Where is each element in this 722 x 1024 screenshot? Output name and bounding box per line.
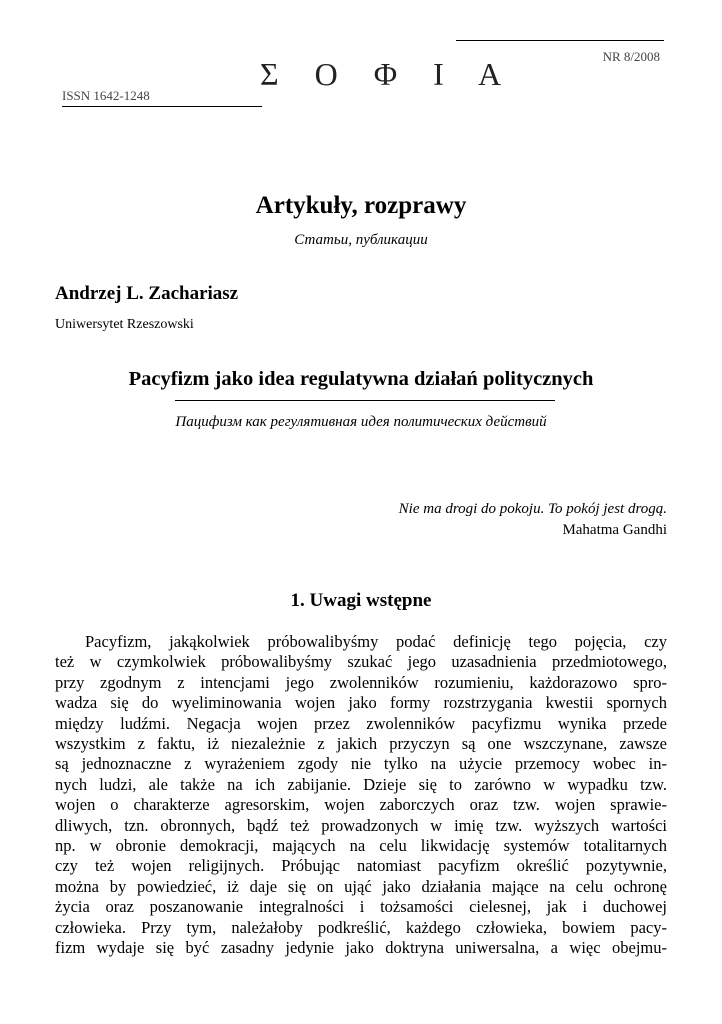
motto bbox=[399, 499, 667, 541]
body-line: człowieka. Przy tym, należałoby podkreślić, każdego człowieka, bowiem pacy- bbox=[55, 917, 667, 937]
author-name: Andrzej L. Zachariasz bbox=[55, 283, 239, 304]
title-rule bbox=[175, 400, 555, 401]
body-line: przy zgodnym z intencjami jego zwolenników rozumieniu, każdorazowo spro- bbox=[55, 672, 667, 692]
body-line: są jednoznaczne z wyrażeniem zgody nie tylko na użycie przemocy wobec in- bbox=[55, 754, 667, 774]
body-line: dliwych, tzn. obronnych, bądź też prowadzonych w imię tzw. wyższych wartości bbox=[55, 815, 667, 835]
article-subtitle: Пацифизм как регулятивная идея политических действий bbox=[175, 414, 547, 430]
section-title: Artykuły, rozprawy bbox=[255, 192, 467, 219]
body-text bbox=[55, 632, 667, 959]
body-line: życia oraz poszanowanie integralności i tożsamości cielesnej, jak i duchowej bbox=[55, 897, 667, 917]
article-title: Pacyfizm jako idea regulatywna działań politycznych bbox=[128, 368, 594, 390]
section-subtitle: Статьи, публикации bbox=[294, 232, 428, 248]
body-line: między ludźmi. Negacja wojen przez zwolenników pacyfizmu wynika przede bbox=[55, 713, 667, 733]
chapter-heading: 1. Uwagi wstępne bbox=[290, 590, 432, 611]
body-line: nych ludzi, ale także na ich zabijanie. Dzieje się to zarówno w wypadku tzw. bbox=[55, 774, 667, 794]
body-line: fizm wydaje się być zasadny jedynie jako doktryna uniwersalna, a więc obejmu- bbox=[55, 938, 667, 958]
body-line: wszystkim z faktu, iż niezależnie z jakich przyczyn są one wszczynane, zawsze bbox=[55, 734, 667, 754]
header-top-rule bbox=[456, 40, 664, 41]
author-affiliation: Uniwersytet Rzeszowski bbox=[55, 317, 194, 332]
motto-attribution: Mahatma Gandhi bbox=[562, 522, 667, 538]
issn-label: ISSN 1642-1248 bbox=[62, 88, 262, 107]
body-line: np. w obronie demokracji, mających na celu likwidację systemów totalitarnych bbox=[55, 836, 667, 856]
body-line: wojen o charakterze agresorskim, wojen zaborczych oraz tzw. wojen sprawie- bbox=[55, 795, 667, 815]
body-line: można by powiedzieć, iż daje się on ująć jako działania mające na celu ochronę bbox=[55, 876, 667, 896]
body-line: czy też wojen religijnych. Próbując natomiast pacyfizm określić pozytywnie, bbox=[55, 856, 667, 876]
issue-number: NR 8/2008 bbox=[602, 49, 660, 64]
body-line: też w czymkolwiek próbowalibyśmy szukać jego uzasadnienia przedmiotowego, bbox=[55, 652, 667, 672]
body-line: wadza się do wyeliminowania wojen jako formy rozstrzygania kwestii spornych bbox=[55, 693, 667, 713]
motto-quote: Nie ma drogi do pokoju. To pokój jest drogą. bbox=[398, 501, 667, 517]
journal-logo: Σ Ο Φ Ι Α bbox=[260, 56, 516, 92]
body-line: Pacyfizm, jakąkolwiek próbowalibyśmy podać definicję tego pojęcia, czy bbox=[85, 632, 667, 651]
